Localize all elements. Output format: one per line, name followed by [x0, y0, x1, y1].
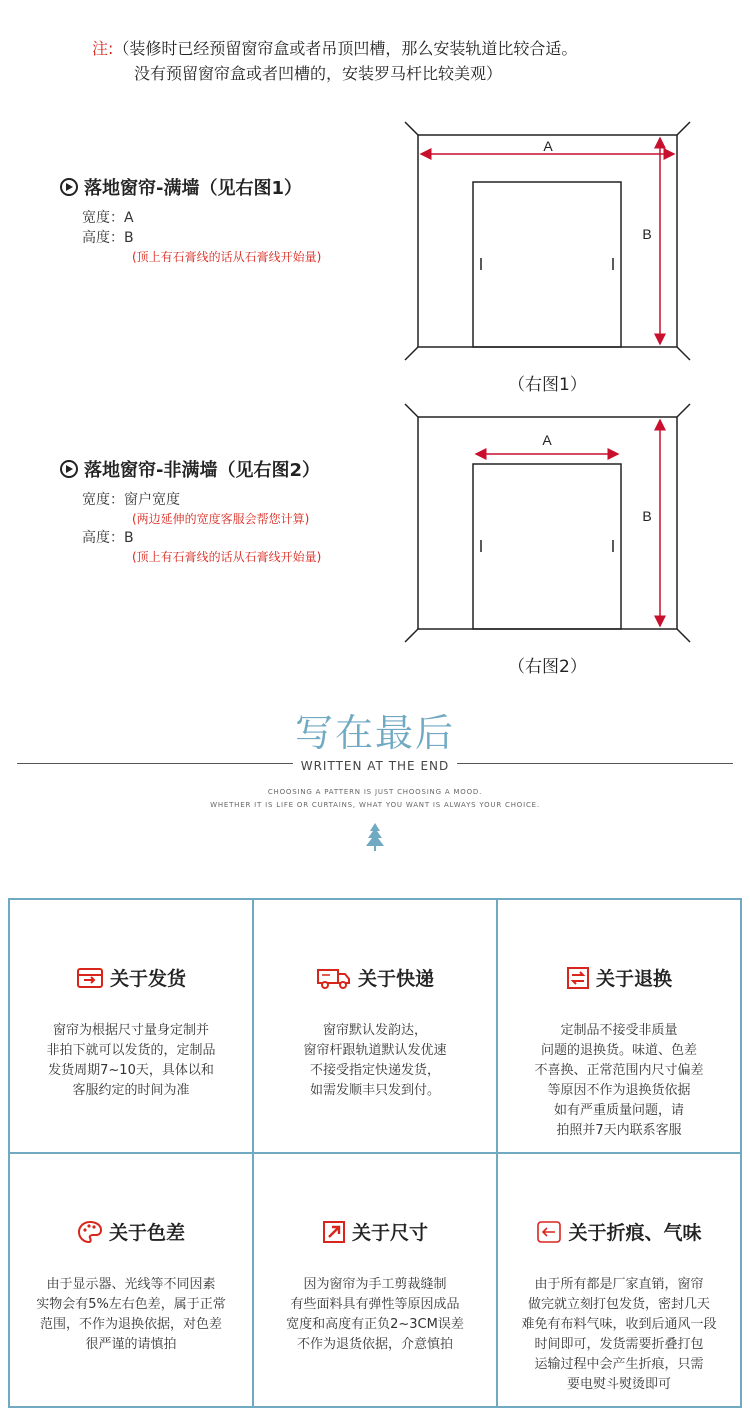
room-diagram-1 [400, 120, 695, 364]
height-label: 高度：B [82, 530, 134, 546]
section-title: 落地窗帘-满墙（见右图1） [84, 178, 302, 199]
section-full-wall [60, 174, 321, 266]
ending-tagline-2: WHETHER IT IS LIFE OR CURTAINS, WHAT YOU WANT IS ALWAYS YOUR CHOICE. [210, 801, 540, 809]
ending-subtitle: WRITTEN AT THE END [293, 759, 458, 773]
delivery-truck-icon [316, 966, 352, 990]
ending-tagline-1: CHOOSING A PATTERN IS JUST CHOOSING A MOOD. [267, 788, 483, 796]
height-label: 高度：B [82, 230, 134, 246]
play-circle-icon [60, 460, 78, 478]
height-note: (顶上有石膏线的话从石膏线开始量) [132, 550, 322, 564]
info-card-grid [8, 898, 742, 1408]
info-card-returns: 关于退换 定制品不接受非质量 问题的退换货。味道、色差 不喜换、正常范围内尺寸偏差 等原因不作为退换货依据 如有严重质量问题，请 拍照并7天内联系客服 [497, 899, 741, 1153]
info-card-color: 关于色差 由于显示器、光线等不同因素 实物会有5%左右色差，属于正常 范围，不作为退换依据，对色差 很严谨的请慎拍 [9, 1153, 253, 1407]
label-a: A [543, 138, 553, 154]
label-a: A [542, 432, 552, 448]
tree-icon [363, 822, 387, 852]
label-b: B [642, 226, 652, 242]
diagram-caption-2: （右图2） [508, 657, 587, 677]
info-card-size: 关于尺寸 因为窗帘为手工剪裁缝制 有些面料具有弹性等原因成品 宽度和高度有正负2~3CM误差 不作为退货依据，介意慎拍 [253, 1153, 497, 1407]
card-title: 关于色差 [108, 1222, 185, 1244]
card-title: 关于退换 [595, 968, 672, 990]
card-title: 关于发货 [109, 968, 186, 990]
diagram-caption-1: （右图1） [508, 375, 587, 395]
return-arrow-icon [536, 1220, 562, 1244]
ending-title: 写在最后 [294, 711, 455, 755]
section-partial-wall [60, 456, 321, 566]
note-line-2: 没有预留窗帘盒或者凹槽的，安装罗马杆比较美观） [134, 64, 503, 83]
height-note: (顶上有石膏线的话从石膏线开始量) [132, 250, 322, 264]
info-card-crease-odor: 关于折痕、气味 由于所有都是厂家直销，窗帘 做完就立刻打包发货，密封几天 难免有布料气味，收到后通风一段 时间即可，发货需要折叠打包 运输过程中会产生折痕，只需 要电熨斗熨烫即可 [497, 1153, 741, 1407]
info-card-shipping: 关于发货 窗帘为根据尺寸量身定制并 非拍下就可以发货的，定制品 发货周期7~10天，具体以和 客服约定的时间为准 [9, 899, 253, 1153]
label-b: B [642, 508, 652, 524]
note-label: 注: [92, 39, 114, 58]
section-title: 落地窗帘-非满墙（见右图2） [84, 460, 320, 481]
note-line-1: （装修时已经预留窗帘盒或者吊顶凹槽，那么安装轨道比较合适。 [113, 39, 578, 58]
room-diagram-2 [400, 402, 695, 646]
info-card-express: 关于快递 窗帘默认发韵达， 窗帘杆跟轨道默认发优速 不接受指定快递发货， 如需发顺丰只发到付。 [253, 899, 497, 1153]
card-title: 关于折痕、气味 [568, 1222, 702, 1244]
width-note: (两边延伸的宽度客服会帮您计算) [132, 512, 310, 526]
width-label: 宽度：窗户宽度 [82, 492, 180, 508]
shipping-box-icon [76, 966, 104, 990]
card-title: 关于尺寸 [351, 1222, 428, 1244]
exchange-icon [566, 966, 590, 990]
width-label: 宽度：A [82, 210, 134, 226]
palette-icon [77, 1220, 103, 1244]
card-title: 关于快递 [357, 968, 434, 990]
ruler-arrow-icon [322, 1220, 346, 1244]
diagram-full-wall [400, 120, 695, 364]
installation-note [92, 36, 577, 86]
diagram-partial-wall [400, 402, 695, 646]
play-circle-icon [60, 178, 78, 196]
